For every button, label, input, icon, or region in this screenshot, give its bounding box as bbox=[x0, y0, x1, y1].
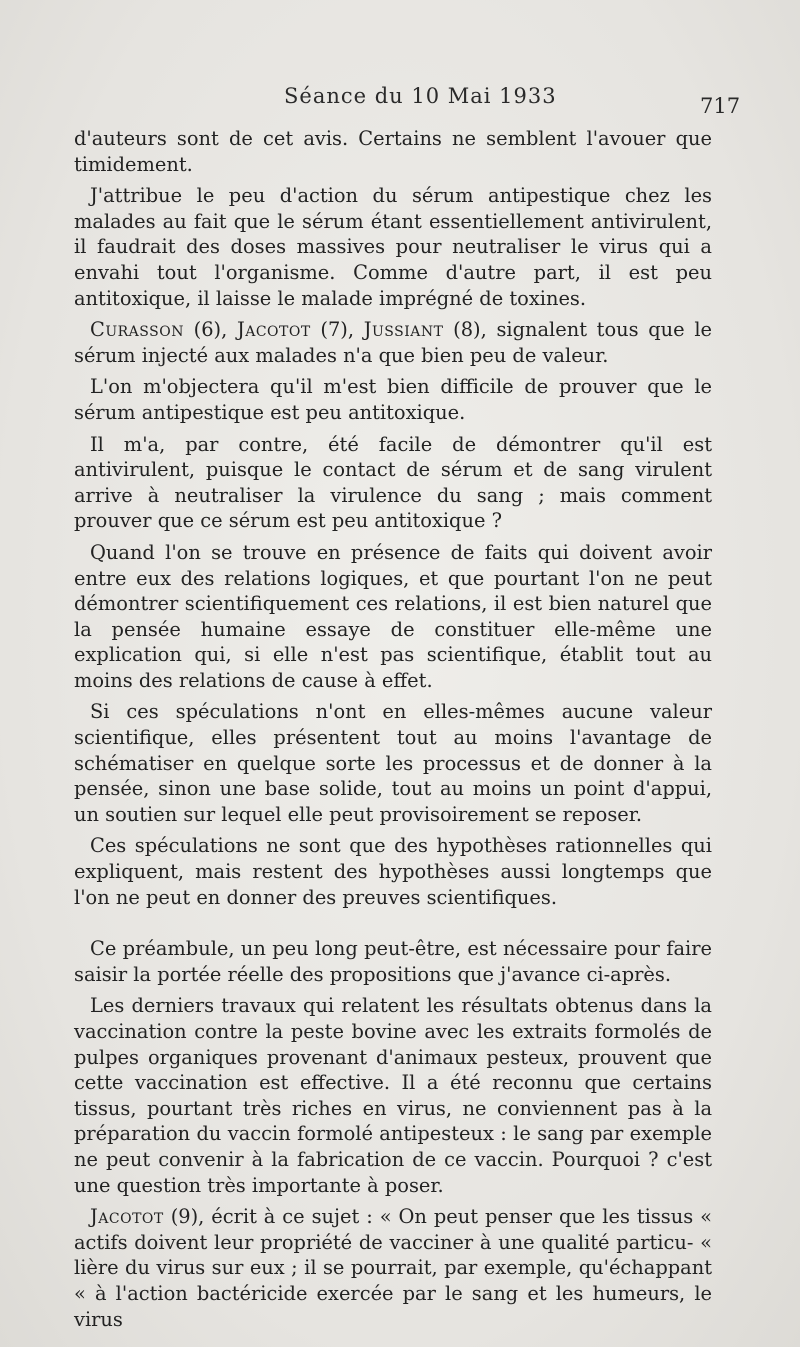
author-name-jacotot-2: Jacotot bbox=[90, 1205, 164, 1229]
paragraph-2: J'attribue le peu d'action du sérum antipestique chez les malades au fait que le sérum étant essentiellement antivirulent, il faudrait des doses massives pour neutraliser le virus qui a envahi tout l'organisme. Comme d'autre part, il est peu antitoxique, il laisse le malade imprégné de toxines. bbox=[74, 184, 712, 310]
paragraph-4: L'on m'objectera qu'il m'est bien difficile de prouver que le sérum antipestique est peu antitoxique. bbox=[74, 375, 712, 424]
paragraph-7: Si ces spéculations n'ont en elles-mêmes aucune valeur scientifique, elles présentent tout au moins l'avantage de schématiser en quelque sorte les processus et de donner à la pensée, sinon une base solide, tout au moins un point d'appui, un soutien sur lequel elle peut provisoirement se reposer. bbox=[74, 700, 712, 826]
paragraph-3 bbox=[74, 317, 712, 368]
paragraph-9: Ce préambule, un peu long peut-être, est nécessaire pour faire saisir la portée réelle des propositions que j'avance ci-après. bbox=[74, 937, 712, 986]
paragraph-1: d'auteurs sont de cet avis. Certains ne semblent l'avouer que timidement. bbox=[74, 127, 712, 176]
author-name-jacotot: Jacotot bbox=[236, 318, 311, 342]
citation-ref-7: (7), bbox=[320, 318, 364, 342]
paragraph-6: Quand l'on se trouve en présence de faits qui doivent avoir entre eux des relations logiques, et que pourtant l'on ne peut démontrer scientifiquement ces relations, il est bien naturel que la pensée humaine essaye de constituer elle-même une explication qui, si elle n'est pas scientifique, établit tout au moins des relations de cause à effet. bbox=[74, 540, 712, 692]
author-name-jussiant: Jussiant bbox=[363, 318, 444, 342]
citation-ref-8: (8), bbox=[453, 318, 497, 342]
body-text bbox=[74, 126, 712, 1338]
paragraph-11 bbox=[74, 1204, 712, 1332]
author-name-curasson: Curasson bbox=[90, 318, 184, 342]
paragraph-8: Ces spéculations ne sont que des hypothèses rationnelles qui expliquent, mais restent des hypothèses aussi longtemps que l'on ne peut en donner des preuves scientifiques. bbox=[74, 834, 712, 909]
paragraph-11-text: écrit à ce sujet : « On peut penser que les tissus « actifs doivent leur propriété de vacciner à une qualité particu- « lière du virus sur eux ; il se pourrait, par exemple, qu'échappant « à l'action bactéricide exercée par le sang et les humeurs, le virus bbox=[74, 1205, 713, 1331]
page-number: 717 bbox=[700, 94, 741, 118]
paragraph-10: Les derniers travaux qui relatent les résultats obtenus dans la vaccination contre la peste bovine avec les extraits formolés de pulpes organiques provenant d'animaux pesteux, prouvent que cette vaccination est effective. Il a été reconnu que certains tissus, pourtant très riches en virus, ne conviennent pas à la préparation du vaccin formolé antipesteux : le sang par exemple ne peut convenir à la fabrication de ce vaccin. Pourquoi ? c'est une question très importante à poser. bbox=[74, 994, 712, 1197]
paragraph-3-text: signalent tous que le sérum injecté aux malades n'a que bien peu de valeur. bbox=[74, 318, 713, 367]
running-title: Séance du 10 Mai 1933 bbox=[284, 84, 557, 108]
citation-ref-9: (9), bbox=[170, 1205, 212, 1229]
page-header bbox=[0, 84, 800, 118]
paragraph-5: Il m'a, par contre, été facile de démontrer qu'il est antivirulent, puisque le contact de sérum et de sang virulent arrive à neutraliser la virulence du sang ; mais comment prouver que ce sérum est peu antitoxique ? bbox=[74, 432, 712, 533]
citation-ref-6: (6), bbox=[193, 318, 237, 342]
